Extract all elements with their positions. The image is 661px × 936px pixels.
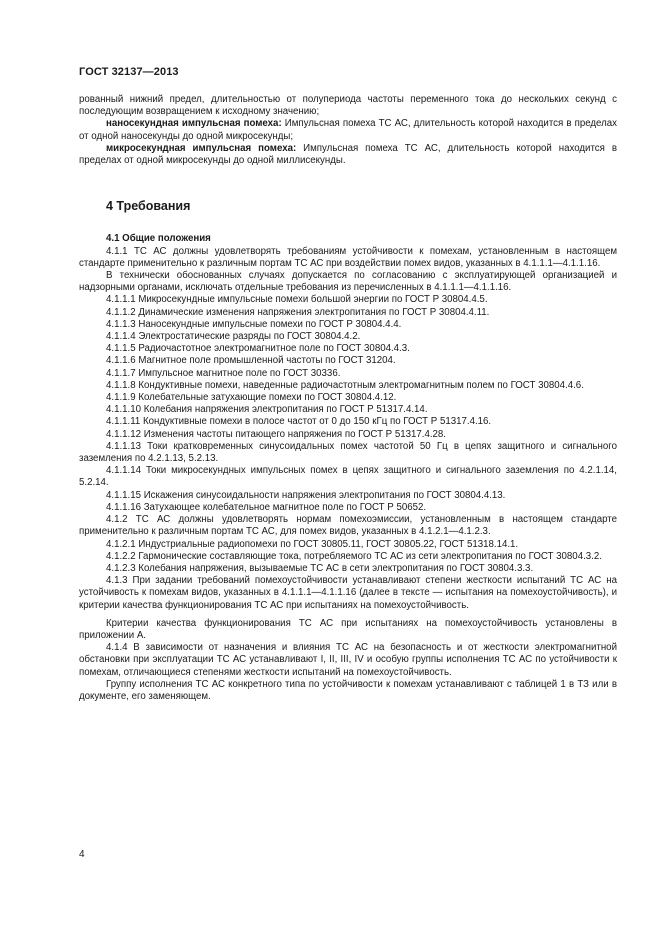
list-item: 4.1.1.15 Искажения синусоидальности напряжения электропитания по ГОСТ 30804.4.13. bbox=[106, 489, 506, 501]
list-item: 4.1.1.4 Электростатические разряды по ГОСТ 30804.4.2. bbox=[106, 331, 361, 343]
definition-text: Импульсная помеха ТС АС, длительность которой находится в пределах от одной микросекунды до одной миллисекунды. bbox=[79, 142, 618, 167]
paragraph-groups: Группу исполнения ТС АС конкретного типа по устойчивости к помехам устанавливают с таблицей 1 в ТЗ или в документе, его заменяющем. bbox=[79, 678, 617, 702]
list-item: 4.1.1.1 Микросекундные импульсные помехи большой энергии по ГОСТ Р 30804.4.5. bbox=[106, 294, 488, 306]
list-item: 4.1.1.13 Токи кратковременных синусоидальных помех частотой 50 Гц в цепях защитного и сигнального заземления по 4.2.1.13, 5.2.13. bbox=[79, 440, 617, 465]
paragraph-exception: В технически обоснованных случаях допускается по согласованию с эксплуатирующей организацией и надзорными органами, исключать отдельные требования из перечисленных в 4.1.1.1—4.1.1.16. bbox=[79, 270, 617, 294]
section-title: 4 Требования bbox=[106, 199, 191, 214]
list-item: 4.1.1.12 Изменения частоты питающего напряжения по ГОСТ Р 51317.4.28. bbox=[106, 428, 447, 440]
list-item: 4.1.1.3 Наносекундные импульсные помехи по ГОСТ Р 30804.4.4. bbox=[106, 318, 402, 330]
list-item: 4.1.1.11 Кондуктивные помехи в полосе частот от 0 до 150 кГц по ГОСТ Р 51317.4.16. bbox=[106, 416, 492, 428]
list-item: 4.1.1.9 Колебательные затухающие помехи по ГОСТ 30804.4.12. bbox=[106, 392, 397, 404]
list-item: 4.1.1.5 Радиочастотное электромагнитное поле по ГОСТ 30804.4.3. bbox=[106, 343, 410, 355]
paragraph-4-1-2: 4.1.2 ТС АС должны удовлетворять нормам помехоэмиссии, установленным в настоящем стандарте применительно к различным портам ТС АС, для помех видов, указанных в 4.1.2.1—4.1.2.3. bbox=[79, 514, 617, 538]
definition-text: Импульсная помеха ТС АС, длительность которой находится в пределах от одной наносекунды до одной микросекунды; bbox=[79, 118, 617, 142]
list-item: 4.1.2.1 Индустриальные радиопомехи по ГОСТ 30805.11, ГОСТ 30805.22, ГОСТ 51318.14.1. bbox=[106, 538, 519, 550]
page-number: 4 bbox=[79, 849, 85, 860]
list-item: 4.1.1.10 Колебания напряжения электропитания по ГОСТ Р 51317.4.14. bbox=[106, 404, 428, 416]
list-item: 4.1.1.6 Магнитное поле промышленной частоты по ГОСТ 31204. bbox=[106, 355, 396, 367]
definition-nanosecond bbox=[79, 118, 617, 142]
list-item: 4.1.1.7 Импульсное магнитное поле по ГОСТ 30336. bbox=[106, 367, 341, 379]
list-item: 4.1.1.8 Кондуктивные помехи, наведенные радиочастотным электромагнитным полем по ГОСТ 30804.4.6. bbox=[106, 379, 584, 391]
list-item: 4.1.2.3 Колебания напряжения, вызываемые ТС АС в сети электропитания по ГОСТ 30804.3.3. bbox=[106, 562, 534, 574]
paragraph-4-1-1: 4.1.1 ТС АС должны удовлетворять требованиям устойчивости к помехам, установленным в настоящем стандарте применительно к различным портам ТС АС при воздействии помех видов, указанных в 4.1.1.1—4.1.1.16. bbox=[79, 245, 617, 269]
definition-microsecond bbox=[79, 143, 617, 167]
list-item: 4.1.1.14 Токи микросекундных импульсных помех в цепях защитного и сигнального заземления по 4.2.1.14, 5.2.14. bbox=[79, 465, 617, 489]
document-header: ГОСТ 32137—2013 bbox=[79, 66, 179, 78]
definition-term: микросекундная импульсная помеха: bbox=[106, 142, 297, 154]
paragraph-4-1-4: 4.1.4 В зависимости от назначения и влияния ТС АС на безопасность и от жесткости электромагнитной обстановки при эксплуатации ТС АС устанавливают I, II, III, IV и особую группы исполнения ТС АС по устойчивости к помехам, отличающиеся степенями жесткости испытаний на помехоустойчивость. bbox=[79, 642, 617, 678]
definition-term: наносекундная импульсная помеха: bbox=[106, 118, 282, 130]
list-item: 4.1.1.16 Затухающее колебательное магнитное поле по ГОСТ Р 50652. bbox=[106, 501, 427, 513]
intro-continuation: рованный нижний предел, длительностью от полупериода частоты переменного тока до нескольких секунд с последующим возвращением к исходному значению; bbox=[79, 94, 617, 118]
list-item: 4.1.1.2 Динамические изменения напряжения электропитания по ГОСТ Р 30804.4.11. bbox=[106, 306, 490, 318]
paragraph-4-1-3: 4.1.3 При задании требований помехоустойчивости устанавливают степени жесткости испытаний ТС АС на устойчивость к помехам видов, указанных в 4.1.1.1—4.1.1.16 (далее в тексте — испытания на помехоустойчивость), и критерии качества функционирования ТС АС при испытаниях на помехоустойчивость. bbox=[79, 575, 617, 611]
paragraph-criteria: Критерии качества функционирования ТС АС при испытаниях на помехоустойчивость установлены в приложении А. bbox=[79, 617, 617, 641]
document-body bbox=[79, 94, 617, 703]
subsection-title: 4.1 Общие положения bbox=[106, 233, 211, 245]
list-item: 4.1.2.2 Гармонические составляющие тока, потребляемого ТС АС из сети электропитания по ГОСТ 30804.3.2. bbox=[106, 550, 602, 562]
